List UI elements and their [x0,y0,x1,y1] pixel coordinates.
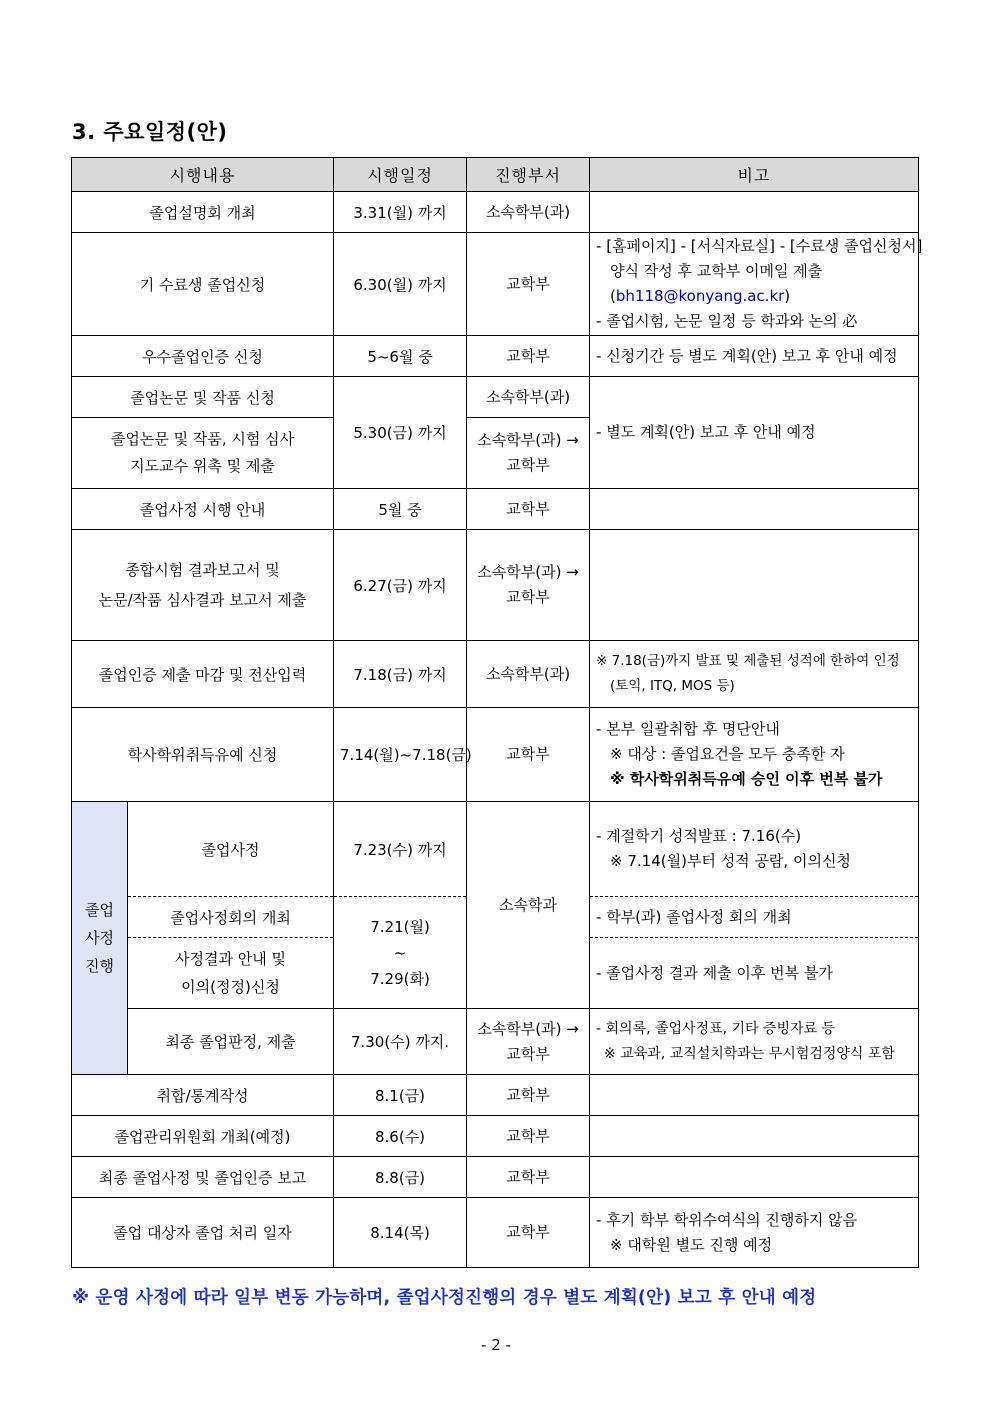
dept-line: 교학부 [506,588,550,606]
note-line: ※ 대학원 별도 진행 예정 [610,1235,773,1254]
row-dept: 소속학부(과) [467,641,590,708]
row-date: 6.30(월) 까지 [334,233,467,336]
row-dept: 소속학과 [467,802,590,1009]
item-line: 사정결과 안내 및 [175,950,286,968]
row-item: 최종 졸업판정, 제출 [128,1009,334,1075]
table-row [72,377,919,418]
row-item: 졸업사정 [128,802,334,897]
note-line: - 학부(과) 졸업사정 회의 개최 [596,907,792,926]
row-item: 졸업사정회의 개최 [128,897,334,938]
row-item: 졸업인증 제출 마감 및 전산입력 [72,641,334,708]
row-date: 8.6(수) [334,1116,467,1157]
note-line: 양식 작성 후 교학부 이메일 제출 [610,262,823,280]
row-dept: 소속학부(과) [467,192,590,233]
item-line: 졸업논문 및 작품, 시험 심사 [110,430,295,448]
note-line: ※ 교육과, 교직설치학과는 무시험검정양식 포함 [604,1045,895,1062]
note-line: - 별도 계획(안) 보고 후 안내 예정 [596,423,816,441]
row-note [590,1116,919,1157]
row-item: 취합/통계작성 [72,1075,334,1116]
row-date: 7.30(수) 까지. [334,1009,467,1075]
note-line: ※ 학사학위취득유예 승인 이후 번복 불가 [610,770,883,788]
note-line: - [홈페이지] - [서식자료실] - [수료생 졸업신청서] [596,237,923,255]
note-line: (토익, ITQ, MOS 등) [610,678,735,694]
row-date: 8.8(금) [334,1157,467,1198]
date-line: ~ [393,943,407,962]
section-title: 3. 주요일정(안) [72,120,228,144]
row-date [334,897,467,1009]
dept-line: 소속학부(과) → [477,563,579,581]
note-line: - 회의록, 졸업사정표, 기타 증빙자료 등 [596,1020,836,1037]
page-number: - 2 - [481,1336,511,1354]
note-line: - 본부 일괄취합 후 명단안내 [596,720,780,738]
row-item [128,938,334,1009]
dept-line: 소속학부(과) → [477,1019,579,1038]
row-item: 졸업 대상자 졸업 처리 일자 [72,1198,334,1268]
item-line: 종합시험 결과보고서 및 [125,561,280,579]
table-row [72,641,919,708]
row-date: 6.27(금) 까지 [334,530,467,641]
group-label-line: 진행 [85,957,114,975]
row-note [590,530,919,641]
table-row [72,1157,919,1198]
row-note [590,938,919,1009]
row-dept [467,418,590,489]
dept-line: 교학부 [506,1044,550,1063]
row-dept: 교학부 [467,1157,590,1198]
note-line: ※ 7.14(월)부터 성적 공람, 이의신청 [610,852,851,870]
header-dept: 진행부서 [467,158,590,192]
header-note: 비고 [590,158,919,192]
row-dept: 교학부 [467,336,590,377]
row-note [590,1009,919,1075]
date-line: 7.29(화) [370,969,430,988]
row-date: 5.30(금) 까지 [334,377,467,489]
row-item: 졸업논문 및 작품 신청 [72,377,334,418]
row-note [590,489,919,530]
dept-line: 교학부 [506,456,550,474]
group-label-line: 졸업 [85,901,114,919]
date-line: 7.21(월) [370,917,430,936]
item-line: 논문/작품 심사결과 보고서 제출 [98,591,307,609]
row-note [590,233,923,336]
row-item: 기 수료생 졸업신청 [72,233,334,336]
table-row [72,802,919,897]
header-date: 시행일정 [334,158,467,192]
row-note [590,1075,919,1116]
note-line: - 후기 학부 학위수여식의 진행하지 않음 [596,1210,858,1229]
table-row [72,1198,919,1268]
row-item: 학사학위취득유예 신청 [72,708,334,802]
row-note [590,336,919,377]
row-date: 3.31(월) 까지 [334,192,467,233]
row-date: 7.14(월)~7.18(금) [334,708,467,802]
table-row [72,192,919,233]
dept-line: 소속학부(과) → [477,431,579,449]
row-item [72,530,334,641]
row-item: 졸업사정 시행 안내 [72,489,334,530]
row-note [590,377,919,489]
email-line [596,284,912,309]
note-line: ※ 7.18(금)까지 발표 및 제출된 성적에 한하여 인정 [596,653,900,669]
row-item: 우수졸업인증 신청 [72,336,334,377]
note-line: ※ 대상 : 졸업요건을 모두 충족한 자 [610,745,845,763]
row-item: 최종 졸업사정 및 졸업인증 보고 [72,1157,334,1198]
row-dept: 교학부 [467,708,590,802]
row-dept: 교학부 [467,489,590,530]
paren-open: ( [610,287,616,305]
header-row [72,158,919,192]
table-row [72,1075,919,1116]
row-date: 7.18(금) 까지 [334,641,467,708]
row-date: 7.23(수) 까지 [334,802,467,897]
table-row [72,708,919,802]
email-link[interactable]: bh118@konyang.ac.kr [615,287,785,305]
row-note [590,1157,919,1198]
table-row [72,336,919,377]
row-date: 8.1(금) [334,1075,467,1116]
row-dept: 교학부 [467,1075,590,1116]
row-note [590,192,919,233]
note-line: - 계절학기 성적발표 : 7.16(수) [596,827,802,845]
item-line: 이의(정정)신청 [181,978,280,996]
table-row [72,530,919,641]
table-row [72,1009,919,1075]
row-note [590,1198,919,1268]
table-row [72,489,919,530]
table-row [72,1116,919,1157]
note-line: - 신청기간 등 별도 계획(안) 보고 후 안내 예정 [596,346,898,365]
row-item [72,418,334,489]
row-dept: 교학부 [467,1116,590,1157]
paren-close: ) [784,287,791,305]
group-label [72,802,128,1075]
row-dept [467,530,590,641]
row-date: 5~6월 중 [334,336,467,377]
note-line: - 졸업시험, 논문 일정 등 학과와 논의 必 [596,312,858,330]
note-line: - 졸업사정 결과 제출 이후 번복 불가 [596,963,833,982]
row-date: 5월 중 [334,489,467,530]
group-label-line: 사정 [85,929,114,947]
row-item: 졸업관리위원회 개최(예정) [72,1116,334,1157]
schedule-table [71,157,923,1268]
row-note [590,641,919,708]
row-date: 8.14(목) [334,1198,467,1268]
row-note [590,802,919,897]
footer-notice: ※ 운영 사정에 따라 일부 변동 가능하며, 졸업사정진행의 경우 별도 계획(안) 보고 후 안내 예정 [72,1288,817,1308]
row-dept: 교학부 [467,1198,590,1268]
table-row [72,233,919,336]
item-line: 지도교수 위촉 및 제출 [130,457,275,475]
row-item: 졸업설명회 개최 [72,192,334,233]
row-note [590,708,919,802]
row-dept: 교학부 [467,233,590,336]
row-dept [467,1009,590,1075]
row-dept: 소속학부(과) [467,377,590,418]
row-note [590,897,919,938]
header-item: 시행내용 [72,158,334,192]
